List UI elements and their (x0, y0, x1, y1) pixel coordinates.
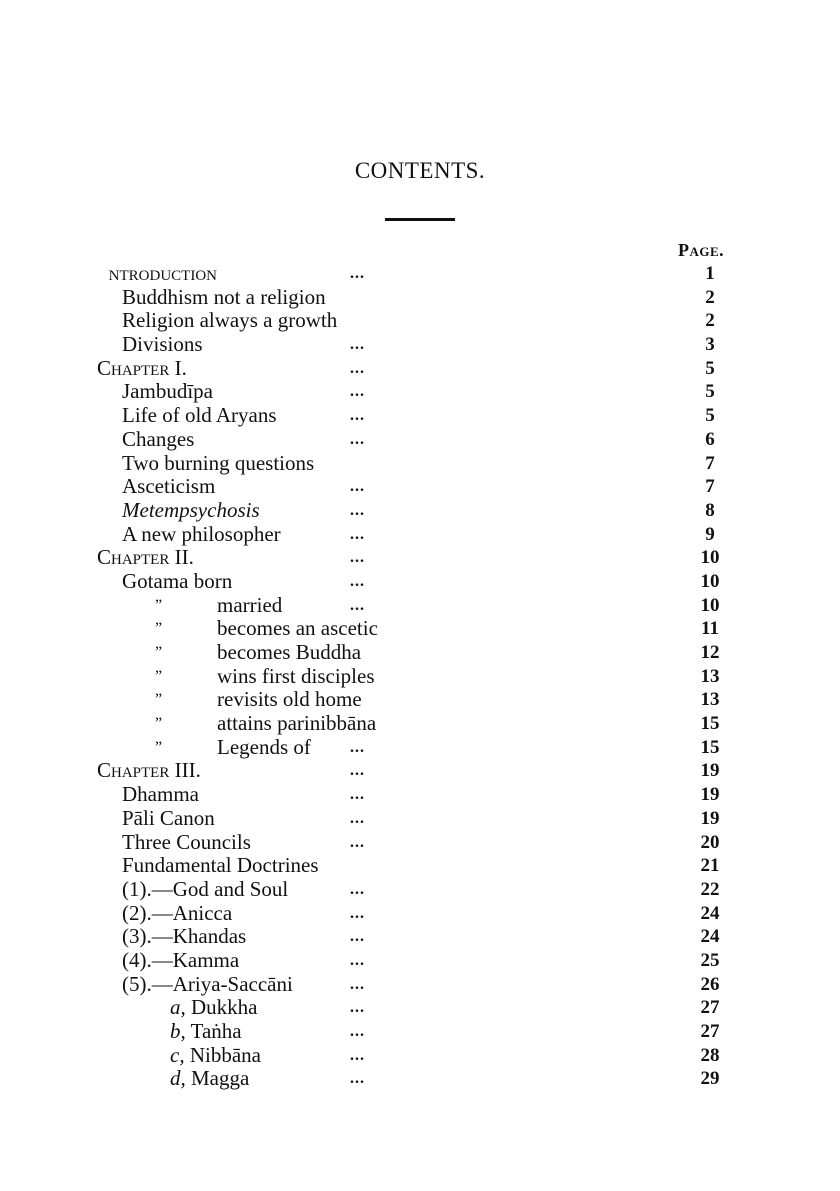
toc-entry (0, 570, 840, 594)
leader-dots: ... (350, 999, 365, 1017)
toc-entry-label: wins first disciples (217, 663, 375, 688)
toc-entry-text: Magga (185, 1066, 250, 1091)
toc-entry (0, 262, 840, 286)
leader-dots: ... (350, 1023, 365, 1040)
toc-page-number: 22 (700, 878, 720, 900)
leader-dots: ... (350, 501, 365, 519)
toc-page-number: 5 (705, 357, 715, 379)
leader-dots: ... (350, 407, 365, 425)
toc-page-number: 13 (700, 689, 720, 711)
toc-entry-label: Dhamma (122, 782, 199, 807)
leader-dots: ... (350, 762, 365, 780)
toc-entry (0, 783, 840, 807)
toc-entry-label: Pāli Canon (122, 805, 215, 830)
toc-page-number: 2 (705, 286, 715, 308)
leader-dots: ... (350, 572, 365, 590)
toc-entry (0, 641, 840, 665)
toc-entry-label: (4).—Kamma (122, 947, 240, 972)
toc-entry (0, 736, 840, 760)
leader-dots: ... (350, 336, 365, 354)
toc-entry-label: (1).—God and Soul (122, 876, 289, 901)
toc-entry-label: attains parinibbāna (217, 711, 377, 736)
leader-dots: ... (350, 833, 365, 851)
contents-list (0, 262, 840, 1091)
toc-entry-text: Dukkha (185, 995, 258, 1020)
toc-page-number: 29 (700, 1068, 720, 1090)
toc-page-number: 24 (700, 902, 720, 924)
toc-page-number: 24 (700, 926, 720, 948)
toc-entry (0, 428, 840, 452)
toc-entry-letter: a, (170, 995, 186, 1020)
leader-dots: ... (350, 525, 365, 543)
toc-entry-label: Life of old Aryans (122, 403, 277, 428)
leader-dots: ... (350, 478, 365, 496)
toc-entry (0, 617, 840, 641)
toc-page-number: 12 (700, 642, 720, 663)
toc-page-number: 8 (705, 499, 715, 521)
toc-page-number: 20 (700, 831, 720, 853)
toc-entry (0, 996, 840, 1020)
leader-dots: ... (350, 1070, 365, 1088)
toc-entry (0, 380, 840, 404)
toc-entry-label: revisits old home (217, 687, 362, 712)
toc-entry-label: Asceticism (122, 474, 216, 499)
toc-entry (0, 949, 840, 973)
toc-entry-label: Two burning questions (122, 450, 315, 475)
toc-page-number: 21 (700, 855, 720, 877)
toc-entry (0, 286, 840, 310)
toc-entry-label: Religion always a growth (122, 308, 338, 333)
toc-entry-label (170, 996, 258, 1020)
ditto-mark: ” (155, 644, 163, 661)
toc-entry (0, 404, 840, 428)
ditto-mark: ” (155, 715, 163, 733)
leader-dots: ... (350, 265, 365, 282)
toc-entry-letter: d, (170, 1066, 186, 1091)
toc-entry-label: ɪntroduction (97, 261, 217, 285)
toc-entry-text: Taṅha (185, 1019, 242, 1043)
leader-dots: ... (350, 596, 365, 614)
toc-page-number: 19 (700, 807, 720, 829)
toc-entry-label (170, 1020, 242, 1044)
leader-dots: ... (350, 1046, 365, 1064)
toc-page-number: 5 (705, 381, 715, 403)
toc-entry-label: becomes Buddha (217, 640, 362, 664)
toc-entry (0, 333, 840, 357)
leader-dots: ... (350, 738, 365, 756)
ditto-mark: ” (155, 596, 163, 614)
ditto-mark: ” (155, 691, 163, 709)
toc-entry (0, 854, 840, 878)
page-title: CONTENTS. (354, 158, 486, 183)
toc-entry-label: (2).—Anicca (122, 900, 233, 925)
toc-entry-label: Jambudīpa (122, 379, 213, 404)
toc-page-number: 9 (705, 523, 715, 545)
toc-entry-label (170, 1044, 261, 1068)
ditto-mark: ” (155, 667, 163, 685)
toc-entry (0, 1067, 840, 1091)
toc-entry-label: becomes an ascetic (217, 616, 378, 641)
toc-page-number: 27 (700, 1021, 720, 1042)
toc-entry (0, 902, 840, 926)
leader-dots: ... (350, 975, 365, 993)
toc-entry-label: Changes (122, 426, 195, 451)
toc-entry-label: Three Councils (122, 829, 251, 854)
leader-dots: ... (350, 383, 365, 401)
toc-entry (0, 1044, 840, 1068)
toc-entry (0, 452, 840, 476)
toc-entry-label: Buddhism not a religion (122, 284, 326, 309)
toc-page-number: 15 (700, 713, 720, 735)
toc-page-number: 28 (700, 1044, 720, 1066)
toc-entry-letter: b, (170, 1019, 186, 1043)
toc-entry (0, 1020, 840, 1044)
toc-entry (0, 712, 840, 736)
toc-entry (0, 546, 840, 570)
toc-entry (0, 523, 840, 547)
toc-entry-label: Legends of (217, 734, 311, 759)
toc-entry-label: Gotama born (122, 568, 233, 593)
toc-entry (0, 357, 840, 381)
toc-entry (0, 925, 840, 949)
toc-entry-label: (3).—Khandas (122, 924, 247, 949)
toc-page-number: 7 (705, 476, 715, 498)
toc-entry (0, 499, 840, 523)
toc-page-number: 27 (700, 997, 720, 1019)
toc-page-number: 2 (705, 310, 715, 332)
toc-entry (0, 309, 840, 333)
leader-dots: ... (350, 951, 365, 969)
toc-entry (0, 688, 840, 712)
toc-page-number: 15 (700, 736, 720, 758)
toc-page-number: 11 (701, 618, 719, 640)
leader-dots: ... (350, 928, 365, 946)
leader-dots: ... (350, 430, 365, 448)
toc-entry-label: Fundamental Doctrines (122, 853, 319, 878)
title-rule (385, 218, 455, 221)
toc-page-number: 25 (700, 949, 720, 971)
toc-entry-label: married (217, 592, 283, 617)
toc-page-number: 3 (705, 334, 715, 356)
leader-dots: ... (350, 549, 365, 567)
toc-page-number: 19 (700, 784, 720, 806)
ditto-mark: ” (155, 738, 163, 756)
toc-entry (0, 665, 840, 689)
leader-dots: ... (350, 359, 365, 377)
toc-entry-label: Chapter III. (97, 758, 201, 783)
page-column-heading: Page. (678, 240, 725, 260)
ditto-mark: ” (155, 620, 163, 638)
toc-entry (0, 759, 840, 783)
toc-page-number: 1 (705, 263, 715, 284)
toc-entry-label: (5).—Ariya-Saccāni (122, 971, 293, 996)
toc-entry-text: Nibbāna (184, 1042, 261, 1067)
leader-dots: ... (350, 880, 365, 898)
toc-entry (0, 831, 840, 855)
toc-page-number: 10 (700, 547, 720, 569)
toc-entry (0, 973, 840, 997)
toc-page-number: 19 (700, 760, 720, 782)
toc-entry-label (170, 1067, 249, 1091)
leader-dots: ... (350, 809, 365, 827)
leader-dots: ... (350, 786, 365, 804)
toc-entry (0, 475, 840, 499)
toc-page-number: 10 (700, 570, 720, 592)
toc-entry (0, 807, 840, 831)
toc-entry-label: Chapter I. (97, 355, 187, 380)
toc-entry (0, 594, 840, 618)
toc-entry (0, 878, 840, 902)
leader-dots: ... (350, 904, 365, 922)
toc-page-number: 13 (700, 665, 720, 687)
toc-page-number: 10 (700, 594, 720, 616)
toc-page-number: 5 (705, 405, 715, 427)
toc-page-number: 6 (705, 428, 715, 450)
toc-entry-label: Metempsychosis (122, 497, 260, 522)
toc-entry-label: Chapter II. (97, 545, 194, 570)
toc-entry-label: A new philosopher (122, 521, 281, 546)
toc-page-number: 7 (705, 452, 715, 474)
toc-page-number: 26 (700, 973, 720, 995)
toc-entry-letter: c, (170, 1042, 185, 1067)
toc-entry-label: Divisions (122, 332, 203, 357)
